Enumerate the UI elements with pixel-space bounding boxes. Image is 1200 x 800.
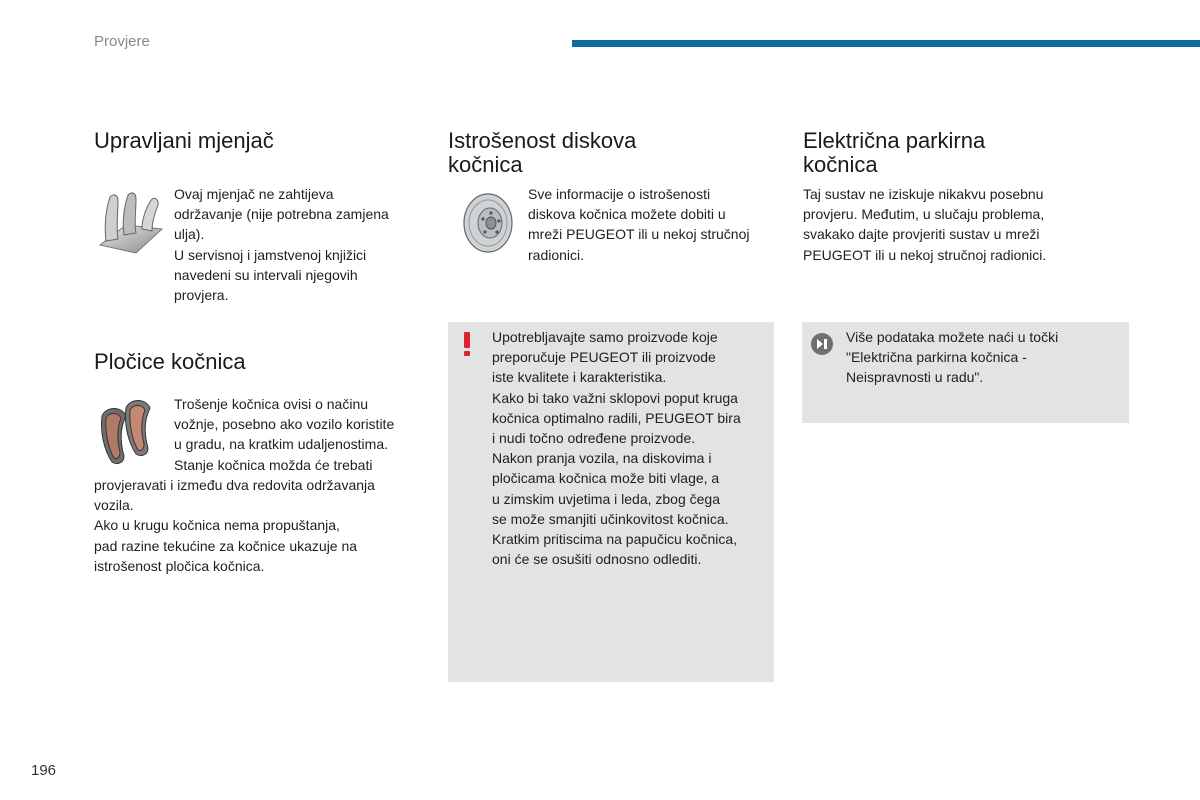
text-line: Nakon pranja vozila, na diskovima i <box>492 450 712 467</box>
text-line: Kratkim pritiscima na papučicu kočnica, <box>492 531 738 548</box>
warning-text <box>492 327 774 569</box>
warning-note <box>448 322 774 682</box>
text-line: Više podataka možete naći u točki <box>846 329 1059 345</box>
disc-wear-text <box>528 184 778 265</box>
gear-lever-icon <box>96 185 166 257</box>
parking-brake-title <box>803 129 985 177</box>
next-arrow-icon <box>810 332 834 356</box>
text-line: radionici. <box>528 246 585 263</box>
text-line: Kako bi tako važni sklopovi poput kruga <box>492 389 738 406</box>
title-line: kočnica <box>448 152 523 177</box>
text-line: vozila. <box>94 497 134 514</box>
disc-wear-title <box>448 129 636 177</box>
brake-pads-text-full <box>94 475 424 576</box>
brake-disc-icon <box>455 190 521 256</box>
text-line: Upotrebljavajte samo proizvode koje <box>492 329 718 345</box>
text-line: oni će se osušiti odnosno odlediti. <box>492 551 702 568</box>
text-line: vožnje, posebno ako vozilo koristite <box>174 416 395 433</box>
text-line: diskova kočnica možete dobiti u <box>528 206 726 223</box>
text-line: PEUGEOT ili u nekoj stručnoj radionici. <box>803 246 1047 263</box>
accent-bar <box>572 40 1200 47</box>
text-line: provjera. <box>174 287 229 304</box>
text-line: provjeravati i između dva redovita održavanja <box>94 477 375 493</box>
text-line: preporučuje PEUGEOT ili proizvode <box>492 349 716 366</box>
title-line: Električna parkirna <box>803 128 986 153</box>
brake-pads-text-short <box>174 394 424 475</box>
info-text <box>846 327 1126 388</box>
parking-brake-text <box>803 184 1133 265</box>
text-line: Sve informacije o istrošenosti <box>528 186 711 202</box>
text-line: pad razine tekućine za kočnice ukazuje na <box>94 537 358 554</box>
brake-pads-icon <box>96 396 162 468</box>
gearbox-text <box>174 184 424 305</box>
text-line: Taj sustav ne iziskuje nikakvu posebnu <box>803 186 1044 202</box>
text-line: iste kvalitete i karakteristika. <box>492 369 667 386</box>
text-line: ulja). <box>174 226 205 243</box>
text-line: navedeni su intervali njegovih <box>174 266 358 283</box>
text-line: Stanje kočnica možda će trebati <box>174 456 373 473</box>
text-line: Trošenje kočnica ovisi o načinu <box>174 396 369 412</box>
text-line: u zimskim uvjetima i leda, zbog čega <box>492 490 720 507</box>
text-line: Ako u krugu kočnica nema propuštanja, <box>94 517 340 534</box>
text-line: se može smanjiti učinkovitost kočnica. <box>492 510 729 527</box>
gearbox-title: Upravljani mjenjač <box>94 128 274 153</box>
text-line: istrošenost pločica kočnica. <box>94 557 265 574</box>
text-line: pločicama kočnica može biti vlage, a <box>492 470 720 487</box>
text-line: Ovaj mjenjač ne zahtijeva <box>174 186 334 202</box>
text-line: U servisnoj i jamstvenoj knjižici <box>174 246 367 263</box>
text-line: u gradu, na kratkim udaljenostima. <box>174 436 388 453</box>
page-number: 196 <box>31 762 57 779</box>
brake-pads-title: Pločice kočnica <box>94 349 246 374</box>
title-line: kočnica <box>803 152 878 177</box>
text-line: kočnica optimalno radili, PEUGEOT bira <box>492 409 741 426</box>
text-line: svakako dajte provjeriti sustav u mreži <box>803 226 1040 243</box>
text-line: "Električna parkirna kočnica - <box>846 349 1027 366</box>
text-line: mreži PEUGEOT ili u nekoj stručnoj <box>528 226 750 243</box>
text-line: održavanje (nije potrebna zamjena <box>174 206 389 223</box>
title-line: Istrošenost diskova <box>448 128 637 153</box>
section-label: Provjere <box>94 33 150 50</box>
text-line: provjeru. Međutim, u slučaju problema, <box>803 206 1045 223</box>
info-note <box>802 322 1129 423</box>
exclamation-icon <box>460 330 474 358</box>
text-line: Neispravnosti u radu". <box>846 369 984 386</box>
text-line: i nudi točno određene proizvode. <box>492 430 696 447</box>
